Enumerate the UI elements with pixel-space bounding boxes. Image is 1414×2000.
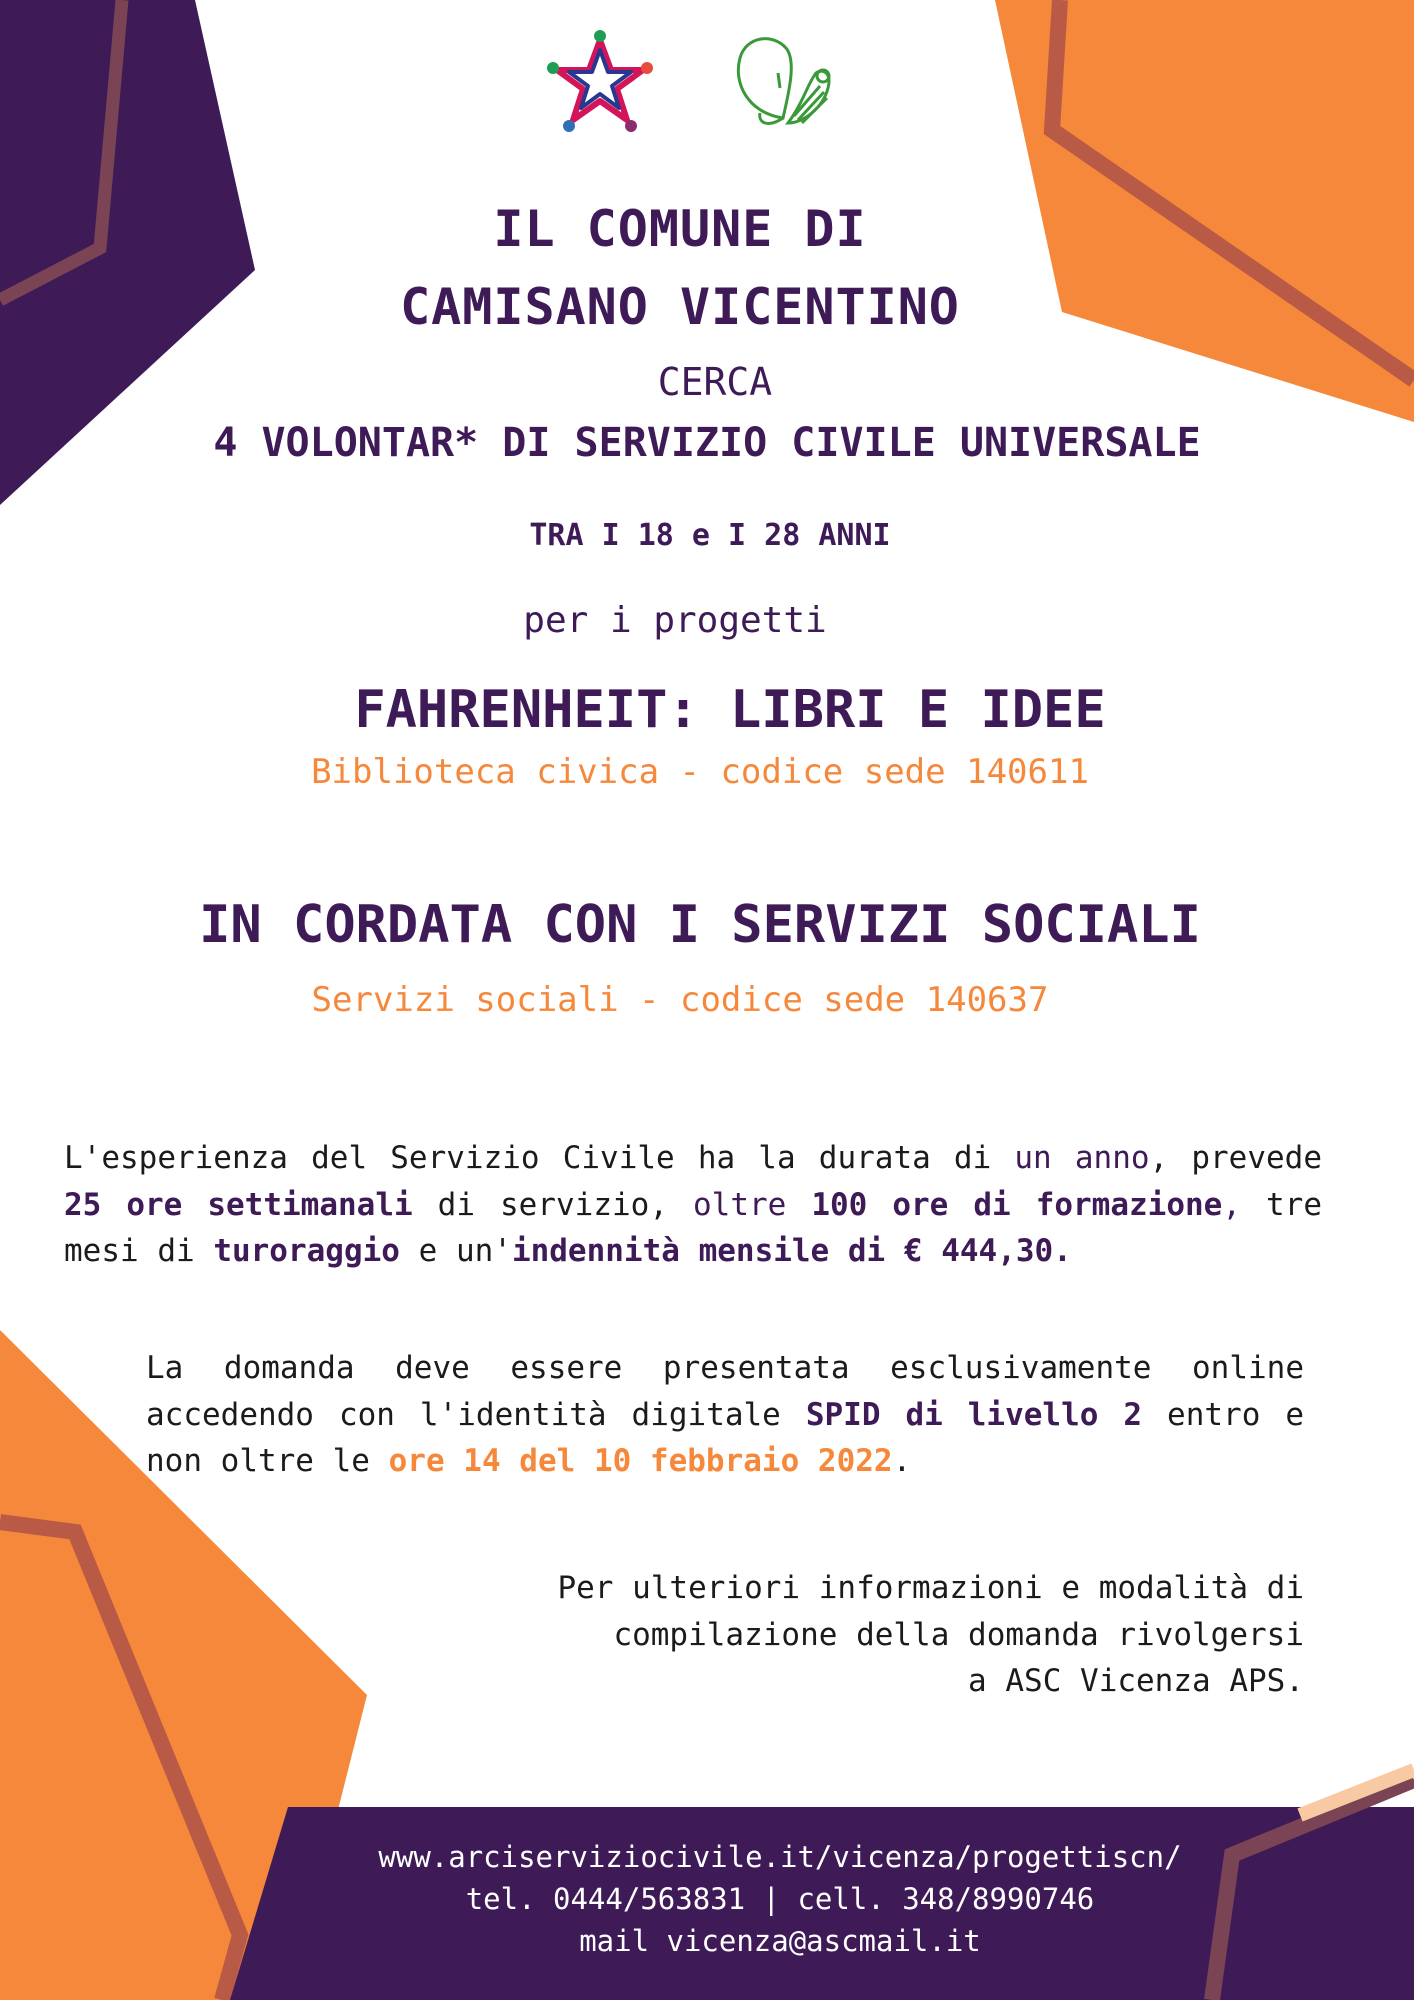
application-instructions: La domanda deve essere presentata esclusivamente online accedendo con l'identità digitale SPID di livello 2 entro e non oltre le ore 14 del 10 febbraio 2022. xyxy=(146,1350,1305,1479)
service-description: L'esperienza del Servizio Civile ha la durata di un anno, prevede 25 ore settimanali di servizio, oltre 100 ore di formazione, tre mesi di turoraggio e un'indennità mensile di € 444,30. xyxy=(64,1140,1323,1269)
footer-website-link[interactable]: www.arciserviziocivile.it/vicenza/progettiscn/ xyxy=(378,1840,1182,1874)
info-line-2: compilazione della domanda rivolgersi xyxy=(613,1616,1304,1653)
footer-phones: tel. 0444/563831 | cell. 348/8990746 xyxy=(465,1882,1095,1916)
servizio-civile-star-logo xyxy=(545,28,655,138)
project-sede-2: Servizi sociali - codice sede 140637 xyxy=(311,980,1049,1020)
footer-email[interactable]: mail vicenza@ascmail.it xyxy=(579,1924,981,1958)
age-range: TRA I 18 e I 28 ANNI xyxy=(529,518,891,553)
title-line-1: IL COMUNE DI xyxy=(493,200,867,258)
title-line-2: CAMISANO VICENTINO xyxy=(400,278,960,336)
butterfly-logo xyxy=(728,28,848,138)
info-line-1: Per ulteriori informazioni e modalità di xyxy=(557,1570,1304,1606)
info-line-3: a ASC Vicenza APS. xyxy=(968,1663,1304,1699)
project-title-1: FAHRENHEIT: LIBRI E IDEE xyxy=(354,680,1106,740)
project-title-2: IN CORDATA CON I SERVIZI SOCIALI xyxy=(199,895,1201,955)
project-sede-1: Biblioteca civica - codice sede 140611 xyxy=(311,752,1089,792)
cerca-label: CERCA xyxy=(657,360,773,404)
projects-intro: per i progetti xyxy=(523,600,827,641)
volunteers-heading: 4 VOLONTAR* DI SERVIZIO CIVILE UNIVERSALE xyxy=(213,420,1201,466)
info-block xyxy=(400,1565,1304,1705)
